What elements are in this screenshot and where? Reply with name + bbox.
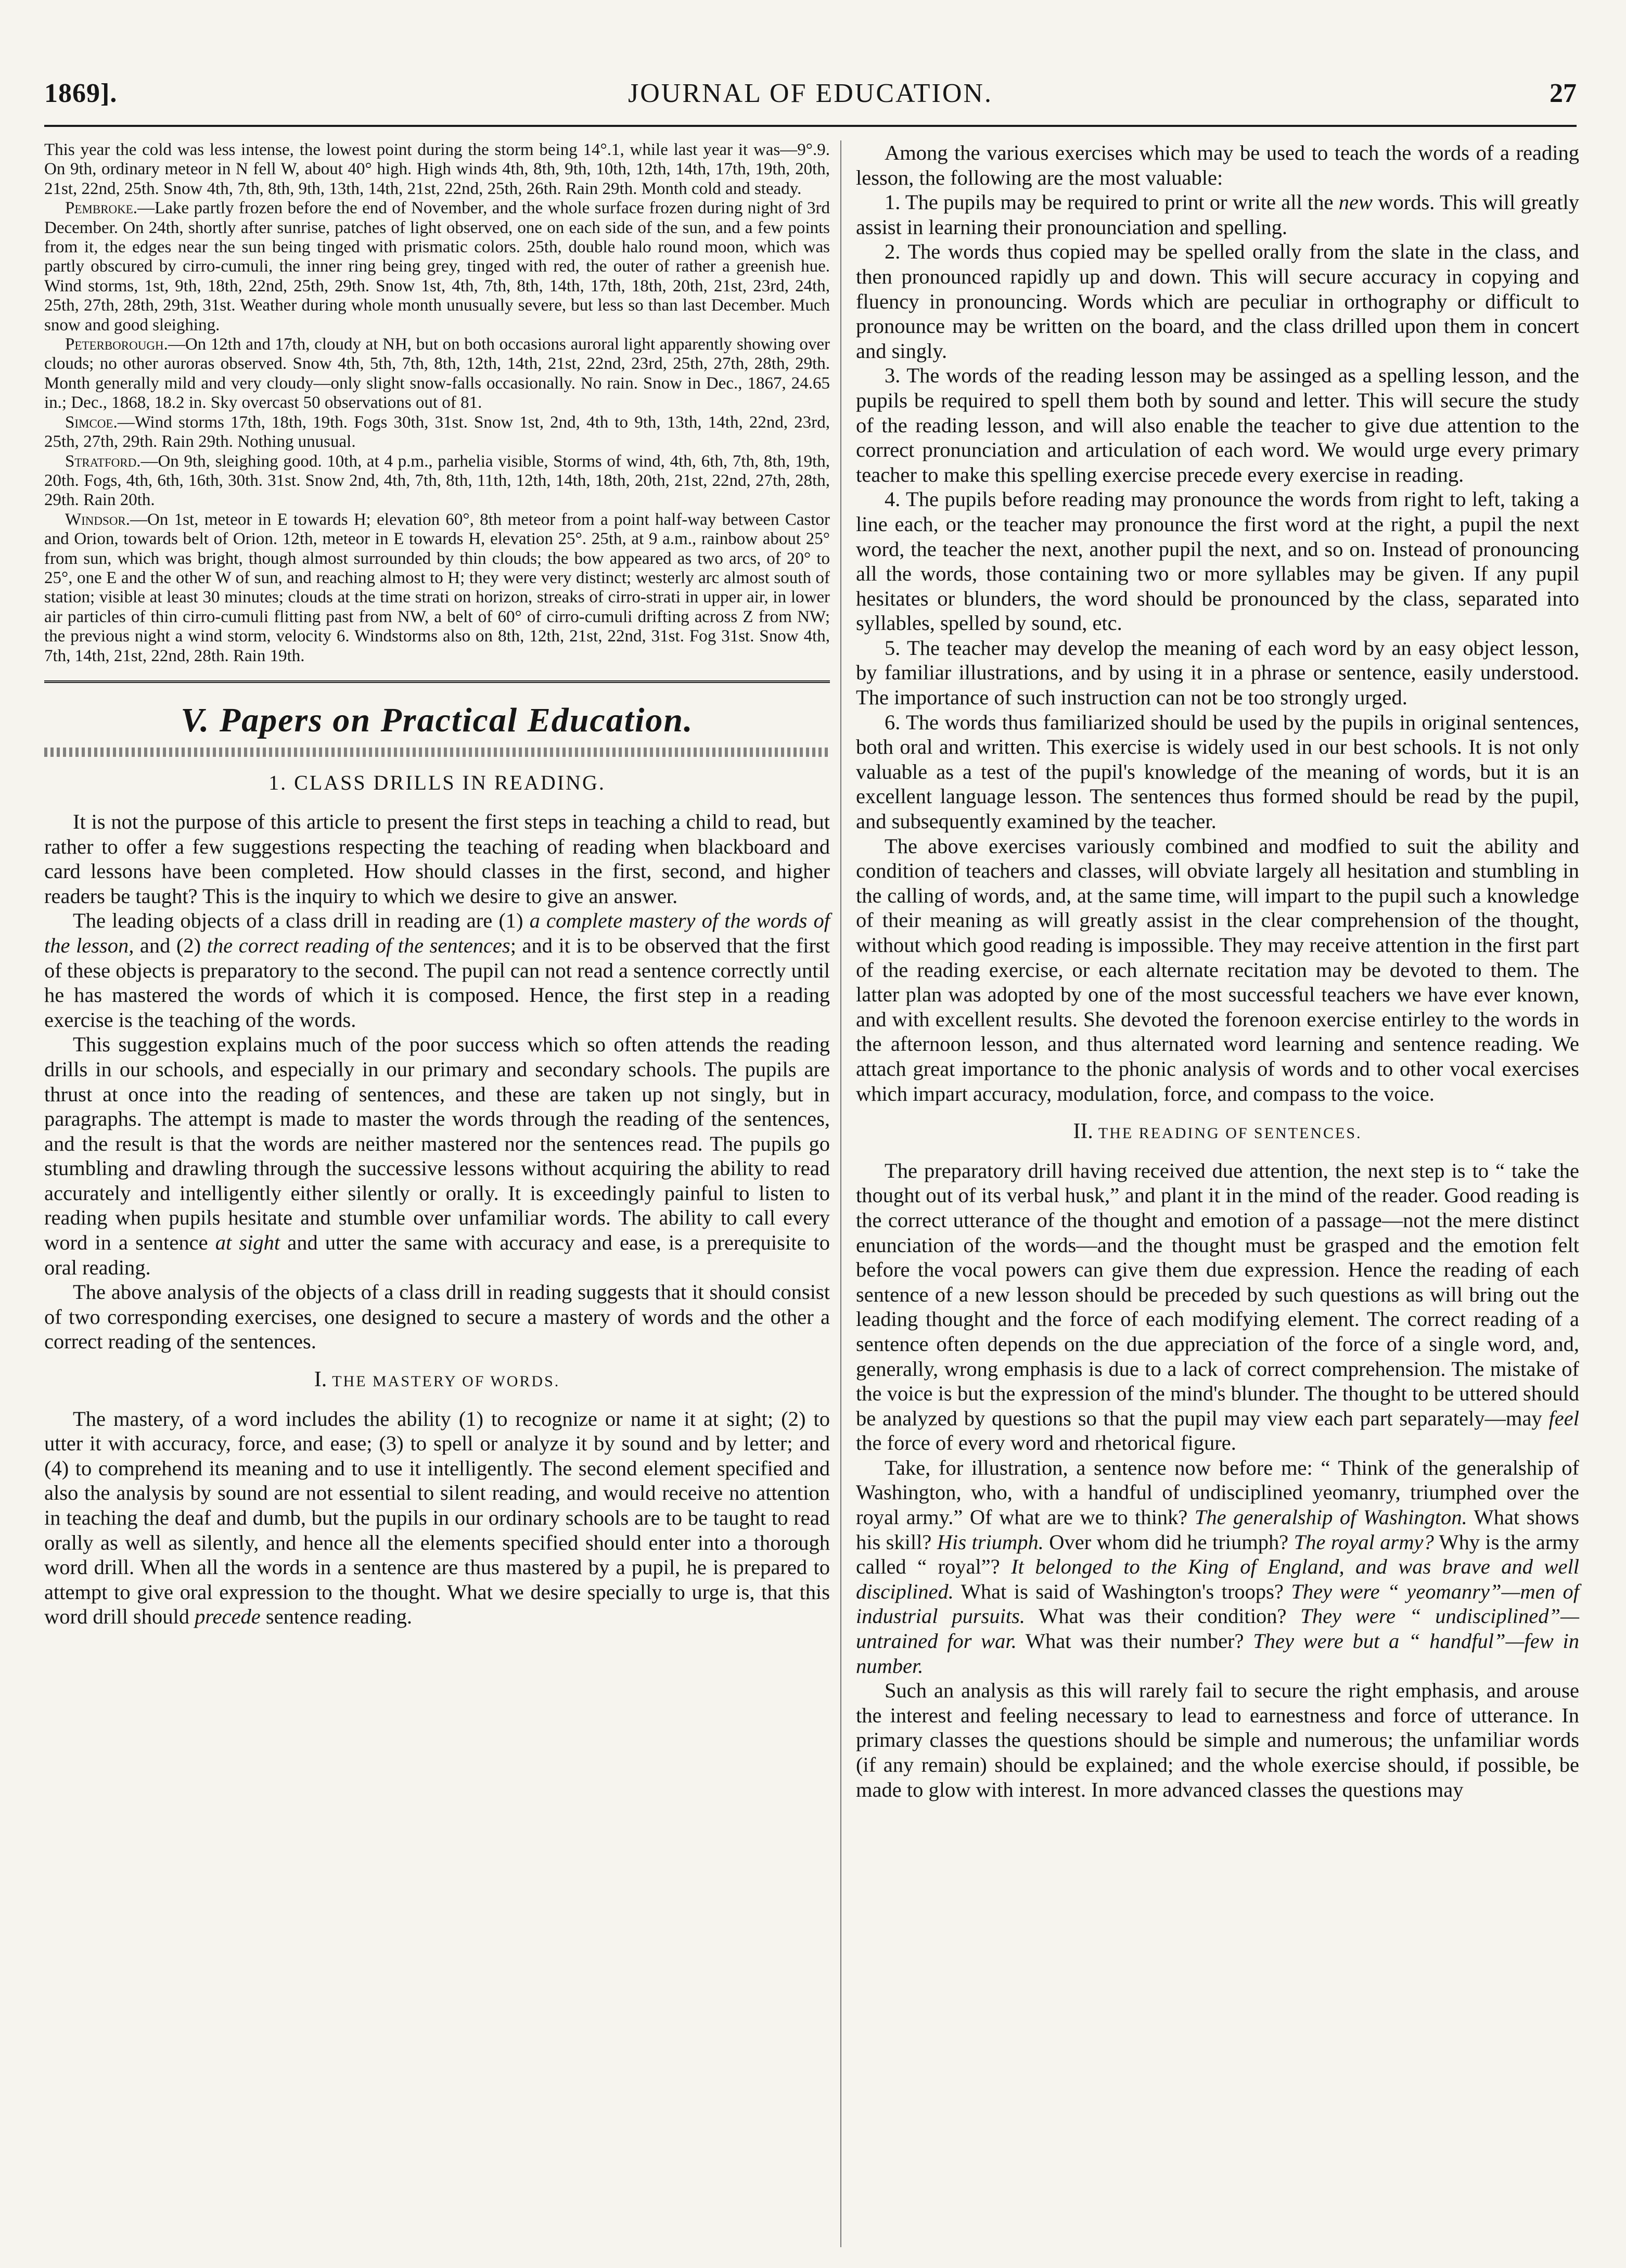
text-run: ; and it is to be observed that the first of these objects is preparatory to the second. The pupil can not read a sentence correctly until he has mastered the words of which it is composed. Hence, the first step in a reading exercise is the teaching of the words. (44, 933, 830, 1032)
paragraph (856, 190, 1579, 239)
paragraph: 2. The words thus copied may be spelled orally from the slate in the class, and then pronounced rapidly up and down. This will secure accuracy in copying and fluency in pronouncing. Words which are peculiar in orthography or difficult to pronounce may be written on the board, and the class drilled upon them in concert and singly. (856, 240, 1579, 363)
paragraph (856, 1158, 1579, 1455)
text-run: The leading objects of a class drill in reading are (1) (73, 909, 530, 933)
subsection-title: THE READING OF SENTENCES. (1098, 1125, 1362, 1142)
place-name: Pembroke. (65, 199, 138, 218)
journal-title: JOURNAL OF EDUCATION. (628, 79, 993, 108)
italic-run: The royal army? (1294, 1530, 1434, 1554)
entry-text: —On 12th and 17th, cloudy at NH, but on both occasions auroral light apparently showing over clouds; no other auroras observed. Snow 4th, 5th, 7th, 8th, 12th, 14th, 21st, 22nd, 23rd, 25th, 27th, 28th, 29th. Month generally mild and very cloudy—only slight snow-falls occasionally. No rain. Snow in Dec., 1867, 24.65 in.; Dec., 1868, 18.2 in. Sky overcast 50 observations out of 81. (44, 335, 830, 413)
text-run: What was their number? (1016, 1629, 1253, 1653)
roman-numeral: II. (1073, 1119, 1093, 1144)
paragraph: 5. The teacher may develop the meaning of each word by an easy object lesson, by familiar illustrations, and by using it in a phrase or sentence, easily understood. The importance of such instruction can not be too strongly urged. (856, 636, 1579, 710)
text-run: Why is the army called “ royal”? (856, 1530, 1579, 1579)
paragraph (44, 908, 830, 1032)
text-run: The mastery, of a word includes the ability (1) to recognize or name it at sight; (2) to utter it with accuracy, force, and ease; (3) to spell or analyze it by sound and by letter; and (4) to comprehend its meaning and to use it intelligently. The second element specified and also the analysis by sound are not essential to silent reading, and would receive no attention in teaching the deaf and dumb, but the pupils in our ordinary schools are to be taught to read orally as well as silently, and hence all the elements specified should enter into a thorough word drill. When all the words in a sentence are thus mastered by a pupil, he is prepared to attempt to give oral expression to the thought. What we desire specially to urge is, that this word drill should (44, 1407, 830, 1629)
roman-numeral: I. (314, 1368, 327, 1392)
text-run: What was their condition? (1025, 1604, 1301, 1628)
ornamental-rule (44, 748, 830, 757)
entry-text: —On 1st, meteor in E towards H; elevation 60°, 8th meteor from a point half-way between Castor and Orion, towards belt of Orion. 12th, meteor in E towards H, elevation 25°. 25th, at 9 a.m., rainbow about 25° from sun, which was bright, though almost surrounded by thin clouds; the bow appeared as two arcs, of 20° to 25°, one E and the other W of sun, and reaching almost to H; they were very distinct; westerly arc almost south of station; visible at least 30 minutes; clouds at the time strati on horizon, streaks of cirro-strati in upper air, in lower air particles of thin cirro-cumuli flitting past from NW, a belt of 60° of cirro-cumuli drifting across Z from NW; the previous night a wind storm, velocity 6. Windstorms also on 8th, 12th, 21st, 22nd, 31st. Fog 31st. Snow 4th, 7th, 14th, 21st, 22nd, 28th. Rain 19th. (44, 510, 830, 665)
italic-run: at sight (215, 1231, 280, 1255)
paragraph: It is not the purpose of this article to present the first steps in teaching a child to read, but rather to offer a few suggestions respecting the teaching of reading when blackboard and card lessons have been completed. How should classes in the first, second, and higher readers be taught? This is the inquiry to which we desire to give an answer. (44, 809, 830, 908)
text-run: What is said of Washington's troops? (953, 1579, 1291, 1603)
text-run: Take, for illustration, a sentence now before me: “ Think of the generalship of Washington, who, with a handful of undisciplined yeomanry, triumphed over the royal army.” Of what are we to think? (856, 1455, 1579, 1529)
italic-run: His triumph. (937, 1530, 1044, 1554)
italic-run: new (1338, 190, 1373, 214)
entry-text: —On 9th, sleighing good. 10th, at 4 p.m., parhelia visible, Storms of wind, 4th, 6th, 7th, 8th, 19th, 20th. Fogs, 4th, 6th, 16th, 30th. 31st. Snow 2nd, 4th, 7th, 8th, 11th, 12th, 14th, 18th, 20th, 21st, 22nd, 27th, 28th, 29th. Rain 20th. (44, 452, 830, 510)
article-title: 1. CLASS DRILLS IN READING. (268, 770, 606, 794)
entry-text: —Wind storms 17th, 18th, 19th. Fogs 30th, 31st. Snow 1st, 2nd, 4th to 9th, 13th, 14th, 22nd, 23rd, 25th, 27th, 29th. Rain 29th. Nothing unusual. (44, 413, 830, 452)
text-run: The preparatory drill having received due attention, the next step is to “ take the thought out of its verbal husk,” and plant it in the mind of the reader. Good reading is the correct utterance of the thought and emotion of a passage—not the mere distinct enunciation of the words—and the thought must be grasped and the emotion felt before the vocal powers can give them due expression. Hence the reading of each sentence of a new lesson should be preceded by such questions as will bring out the leading thought and the force of each modifying element. The correct reading of a sentence often depends on the due appreciation of the force of a single word, and, generally, wrong emphasis is due to a lack of correct comprehension. The mistake of the voice is but the expression of the mind's blunder. The thought to be uttered should be analyzed by questions so that the pupil may view each part separately—may (856, 1158, 1579, 1430)
paragraph: Such an analysis as this will rarely fail to secure the right emphasis, and arouse the interest and feeling necessary to lead to earnestness and force of utterance. In primary classes the questions should be simple and numerous; the unfamiliar words (if any remain) should be explained; and the whole exercise should, if possible, be made to glow with interest. In more advanced classes the questions may (856, 1679, 1579, 1801)
italic-run: The generalship of Washington. (1194, 1505, 1467, 1529)
italic-run: the correct reading of the sentences (207, 933, 510, 957)
subsection-heading-sentences (856, 1119, 1579, 1146)
weather-entry-stratford (44, 452, 830, 510)
text-run: words. This will greatly assist in learning their pronounciation and spelling. (856, 190, 1579, 239)
italic-run: They were “ yeomanry”—men of industrial pursuits. (856, 1579, 1579, 1628)
paragraph (856, 1455, 1579, 1678)
section-heading: V. Papers on Practical Education. (181, 701, 694, 739)
italic-run: precede (195, 1605, 261, 1629)
weather-entry-pembroke (44, 199, 830, 335)
text-run: and (2) (134, 933, 207, 957)
paragraph: The above analysis of the objects of a class drill in reading suggests that it should consist of two corresponding exercises, one designed to secure a mastery of words and the other a correct reading of the sentences. (44, 1280, 830, 1354)
text-run: the force of every word and rhetorical figure. (856, 1431, 1236, 1455)
subsection-heading-mastery (44, 1368, 830, 1394)
place-name: Peterborough. (65, 335, 168, 354)
weather-entry-simcoe (44, 413, 830, 452)
paragraph: Among the various exercises which may be used to teach the words of a reading lesson, the following are the most valuable: (856, 141, 1579, 189)
journal-page (31, 0, 1597, 2268)
italic-run: a complete mastery of the words of the lesson, (44, 909, 830, 957)
paragraph: 4. The pupils before reading may pronounce the words from right to left, taking a line each, or the teacher may pronounce the first word at the right, a pupil the next word, the teacher the next, another pupil the next, and so on. Instead of pronouncing all the words, those containing two or more syllables may be given. If any pupil hesitates or blunders, the word should be pronounced by the class, separated into syllables, spelled by sound, etc. (856, 487, 1579, 635)
column-divider (840, 140, 841, 2247)
italic-run: They were but a “ handful”—few in number. (856, 1629, 1579, 1678)
weather-entry-peterborough (44, 335, 830, 413)
text-run: This suggestion explains much of the poor success which so often attends the reading drills in our schools, and especially in our primary and secondary schools. The pupils are thrust at once into the reading of sentences, and these are taken up not singly, but in paragraphs. The attempt is made to master the words through the reading of the sentences, and the result is that the words are neither mastered nor the sentences read. The pupils go stumbling and drawling through the successive lessons without acquiring the ability to read accurately and intelligently either silently or orally. It is exceedingly painful to listen to reading when pupils hesitate and stumble over unfamiliar words. The ability to call every word in a sentence (44, 1033, 830, 1255)
italic-run: It belonged to the King of England, and was brave and well disciplined. (856, 1555, 1579, 1603)
paragraph (44, 1032, 830, 1280)
header-year: 1869]. (44, 79, 118, 108)
paragraph: The above exercises variously combined and modfied to suit the ability and condition of teachers and classes, will obviate largely all hesitation and stumbling in the calling of words, and, at the same time, will impart to the pupil such a knowledge of their meaning as will greatly assist in the clear comprehension of the thought, without which good reading is impossible. They may receive attention in the first part of the reading exercise, or each alternate recitation may be devoted to them. The latter plan was adopted by one of the most successful teachers we have ever known, and with excellent results. She devoted the forenoon exercise entirley to the words in the afternoon lesson, and thus alternated word learning and sentence reading. We attach great importance to the phonic analysis of words and to other vocal exercises which impart accuracy, modulation, force, and compass to the voice. (856, 834, 1579, 1105)
right-column (856, 140, 1579, 1802)
place-name: Windsor. (65, 510, 131, 529)
weather-report (44, 140, 830, 666)
paragraph: 6. The words thus familiarized should be used by the pupils in original sentences, both oral and written. This exercise is widely used in our best schools. It is not only valuable as a test of the pupil's knowledge of the meaning of words, but it is an excellent language lesson. The sentences thus formed should be read by the pupil, and subsequently examined by the teacher. (856, 710, 1579, 833)
text-run: sentence reading. (260, 1605, 413, 1629)
subsection-title: THE MASTERY OF WORDS. (332, 1373, 560, 1390)
section-band (44, 680, 830, 740)
text-run: and utter the same with accuracy and ease, is a prerequisite to oral reading. (44, 1231, 830, 1279)
entry-text: —Lake partly frozen before the end of November, and the whole surface frozen during night of 3rd December. On 24th, shortly after sunrise, patches of light observed, one on each side of the sun, and a few points from it, the edges near the sun being tinged with prismatic colors. 25th, double halo round moon, which was partly obscured by cirro-cumuli, the inner ring being grey, tinged with red, the outer of rather a greenish hue. Wind storms, 1st, 9th, 18th, 22nd, 25th, 29th. Snow 1st, 4th, 7th, 8th, 14th, 17th, 18th, 20th, 21st, 23rd, 24th, 25th, 27th, 28th, 29th, 31st. Weather during whole month unusually severe, but less so than last December. Much snow and good sleighing. (44, 199, 830, 334)
place-name: Stratford. (65, 452, 141, 471)
italic-run: feel (1548, 1406, 1579, 1430)
left-article-body (44, 809, 830, 1629)
header-rule (44, 125, 1577, 127)
place-name: Simcoe. (65, 413, 118, 432)
page-header (44, 78, 1577, 120)
weather-entry-windsor (44, 510, 830, 666)
text-run: Over whom did he triumph? (1043, 1530, 1294, 1554)
paragraph (44, 1407, 830, 1629)
weather-intro: This year the cold was less intense, the lowest point during the storm being 14°.1, while last year it was—9°.9. On 9th, ordinary meteor in N fell W, about 40° high. High winds 4th, 8th, 9th, 10th, 12th, 14th, 17th, 19th, 20th, 21st, 22nd, 25th. Snow 4th, 7th, 8th, 9th, 13th, 14th, 21st, 22nd, 25th, 26th. Rain 29th. Month cold and steady. (44, 140, 830, 198)
page-number: 27 (1550, 79, 1577, 108)
italic-run: They were “ undisciplined”—untrained for war. (856, 1604, 1580, 1653)
paragraph: 3. The words of the reading lesson may be assinged as a spelling lesson, and the pupils be required to spell them both by sound and letter. This will secure the study of the reading lesson, and will also enable the teacher to give due attention to the correct pronunciation and articulation of each word. We would urge every primary teacher to make this spelling exercise precede every exercise in reading. (856, 364, 1579, 486)
text-run: 1. The pupils may be required to print or write all the (885, 190, 1339, 214)
text-run: What shows his skill? (856, 1505, 1580, 1554)
left-column (44, 140, 830, 1629)
